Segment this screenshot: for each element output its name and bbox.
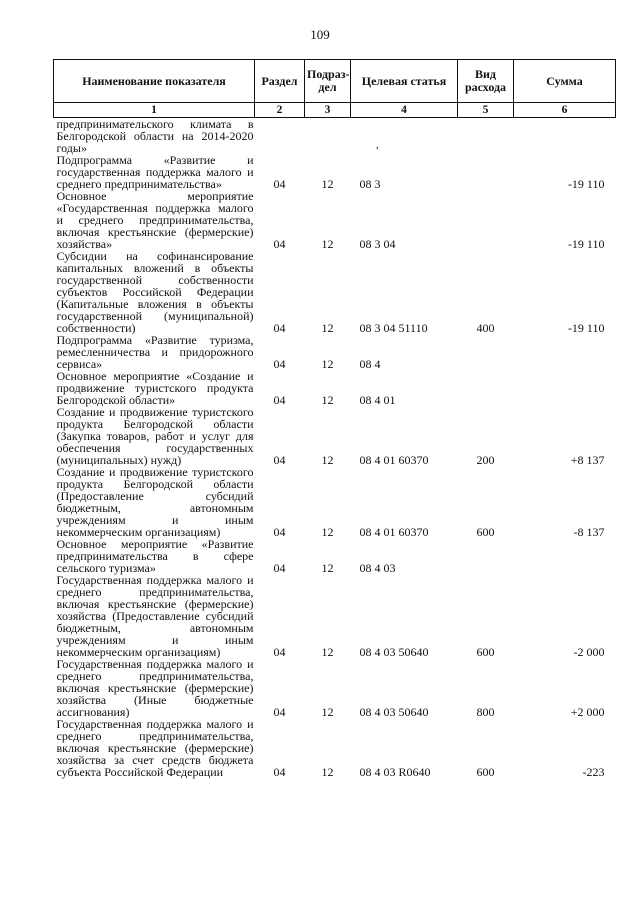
expense-type-code: 200 bbox=[476, 453, 495, 467]
target-article-code: 08 4 bbox=[359, 357, 381, 371]
table-row bbox=[54, 466, 616, 538]
table-row bbox=[54, 658, 616, 718]
indicator-name: Основное мероприятие «Государственная поддержка малого и среднего предпринимательства, включая крестьянские (фермерские) хозяйства» bbox=[56, 189, 254, 251]
table-row bbox=[54, 538, 616, 574]
column-number: 5 bbox=[458, 103, 514, 118]
section-code: 04 bbox=[273, 705, 286, 719]
stray-mark: , bbox=[376, 139, 379, 151]
subsection-code: 12 bbox=[321, 765, 334, 779]
subsection-code: 12 bbox=[321, 357, 334, 371]
budget-table bbox=[53, 59, 616, 778]
indicator-name: Субсидии на софинансирование капитальных вложений в объекты государственной собственности субъектов Российской Федерации (Капитальные вложения в объекты государственной (муниципальной) собственности) bbox=[56, 249, 254, 335]
column-number: 6 bbox=[514, 103, 616, 118]
column-number: 4 bbox=[351, 103, 458, 118]
subsection-code: 12 bbox=[321, 177, 334, 191]
target-article-code bbox=[351, 118, 458, 155]
column-number-row bbox=[54, 103, 616, 118]
target-article-code: 08 4 01 60370 bbox=[359, 525, 429, 539]
expense-type-code: 600 bbox=[476, 525, 495, 539]
subsection-code: 12 bbox=[321, 393, 334, 407]
subsection-code: 12 bbox=[321, 645, 334, 659]
expense-type-code bbox=[458, 118, 514, 155]
indicator-name: Подпрограмма «Развитие туризма, ремесленничества и придорожного сервиса» bbox=[56, 333, 254, 371]
target-article-code: 08 3 04 bbox=[359, 237, 396, 251]
target-article-code: 08 3 bbox=[359, 177, 381, 191]
table-row bbox=[54, 190, 616, 250]
section-code: 04 bbox=[273, 237, 286, 251]
indicator-name: Основное мероприятие «Развитие предпринимательства в сфере сельского туризма» bbox=[56, 537, 254, 575]
indicator-name: Подпрограмма «Развитие и государственная поддержка малого и среднего предпринимательства» bbox=[56, 153, 254, 191]
table-row bbox=[54, 334, 616, 370]
section-code bbox=[255, 118, 305, 155]
indicator-name: Создание и продвижение туристского продукта Белгородской области (Закупка товаров, работ и услуг для обеспечения государственных (муниципальных) нужд) bbox=[56, 405, 254, 467]
sum-value: -2 000 bbox=[573, 645, 605, 659]
section-code: 04 bbox=[273, 525, 286, 539]
table-row bbox=[54, 154, 616, 190]
target-article-code: 08 4 03 bbox=[359, 561, 396, 575]
target-article-code: 08 4 03 50640 bbox=[359, 705, 429, 719]
table-row bbox=[54, 574, 616, 658]
expense-type-code: 600 bbox=[476, 645, 495, 659]
subsection-code: 12 bbox=[321, 561, 334, 575]
section-code: 04 bbox=[273, 321, 286, 335]
sum-value bbox=[514, 334, 616, 370]
expense-type-code: 600 bbox=[476, 765, 495, 779]
header-subsection: Подраз- дел bbox=[305, 60, 351, 103]
header-target-article: Целевая статья bbox=[351, 60, 458, 103]
sum-value: -19 110 bbox=[567, 321, 605, 335]
table-row bbox=[54, 370, 616, 406]
indicator-name: предпринимательского климата в Белгородской области на 2014-2020 годы» bbox=[56, 117, 254, 155]
header-expense-type: Вид расхода bbox=[458, 60, 514, 103]
sum-value: +8 137 bbox=[570, 453, 605, 467]
table-row bbox=[54, 406, 616, 466]
expense-type-code bbox=[458, 190, 514, 250]
table-row bbox=[54, 718, 616, 778]
target-article-code: 08 3 04 51110 bbox=[359, 321, 428, 335]
table-row bbox=[54, 118, 616, 155]
expense-type-code: 400 bbox=[476, 321, 495, 335]
header-section: Раздел bbox=[255, 60, 305, 103]
target-article-code: 08 4 01 bbox=[359, 393, 396, 407]
section-code: 04 bbox=[273, 645, 286, 659]
sum-value bbox=[514, 538, 616, 574]
expense-type-code bbox=[458, 538, 514, 574]
indicator-name: Создание и продвижение туристского продукта Белгородской области (Предоставление субсидий бюджетным, автономным учреждениям и иным некоммерческим организациям) bbox=[56, 465, 254, 539]
subsection-code: 12 bbox=[321, 705, 334, 719]
sum-value bbox=[514, 118, 616, 155]
target-article-code: 08 4 01 60370 bbox=[359, 453, 429, 467]
header-indicator-name: Наименование показателя bbox=[54, 60, 255, 103]
table-header bbox=[54, 60, 616, 118]
subsection-code: 12 bbox=[321, 525, 334, 539]
indicator-name: Государственная поддержка малого и среднего предпринимательства, включая крестьянские (фермерские) хозяйства за счет средств бюджета субъекта Российской Федерации bbox=[56, 717, 254, 779]
section-code: 04 bbox=[273, 561, 286, 575]
section-code: 04 bbox=[273, 453, 286, 467]
subsection-code: 12 bbox=[321, 321, 334, 335]
subsection-code bbox=[305, 118, 351, 155]
table-row bbox=[54, 250, 616, 334]
header-row bbox=[54, 60, 616, 103]
target-article-code: 08 4 03 R0640 bbox=[359, 765, 431, 779]
indicator-name: Основное мероприятие «Создание и продвижение туристского продукта Белгородской области» bbox=[56, 369, 254, 407]
expense-type-code: 800 bbox=[476, 705, 495, 719]
subsection-code: 12 bbox=[321, 237, 334, 251]
sum-value: -19 110 bbox=[567, 237, 605, 251]
section-code: 04 bbox=[273, 177, 286, 191]
column-number: 1 bbox=[54, 103, 255, 118]
table-body bbox=[54, 118, 616, 779]
sum-value: +2 000 bbox=[570, 705, 605, 719]
subsection-code: 12 bbox=[321, 453, 334, 467]
section-code: 04 bbox=[273, 393, 286, 407]
column-number: 3 bbox=[305, 103, 351, 118]
section-code: 04 bbox=[273, 765, 286, 779]
section-code: 04 bbox=[273, 357, 286, 371]
sum-value: -223 bbox=[582, 765, 605, 779]
column-number: 2 bbox=[255, 103, 305, 118]
expense-type-code bbox=[458, 370, 514, 406]
indicator-name: Государственная поддержка малого и среднего предпринимательства, включая крестьянские (фермерские) хозяйства (Иные бюджетные ассигнования) bbox=[56, 657, 254, 719]
header-sum: Сумма bbox=[514, 60, 616, 103]
page-number: 109 bbox=[310, 27, 330, 42]
sum-value: -19 110 bbox=[567, 177, 605, 191]
target-article-code: 08 4 03 50640 bbox=[359, 645, 429, 659]
expense-type-code bbox=[458, 334, 514, 370]
sum-value: -8 137 bbox=[573, 525, 605, 539]
indicator-name: Государственная поддержка малого и среднего предпринимательства, включая крестьянские (фермерские) хозяйства (Предоставление субсидий бюджетным, автономным учреждениям и иным некоммерческим организациям) bbox=[56, 573, 254, 659]
sum-value bbox=[514, 370, 616, 406]
expense-type-code bbox=[458, 154, 514, 190]
